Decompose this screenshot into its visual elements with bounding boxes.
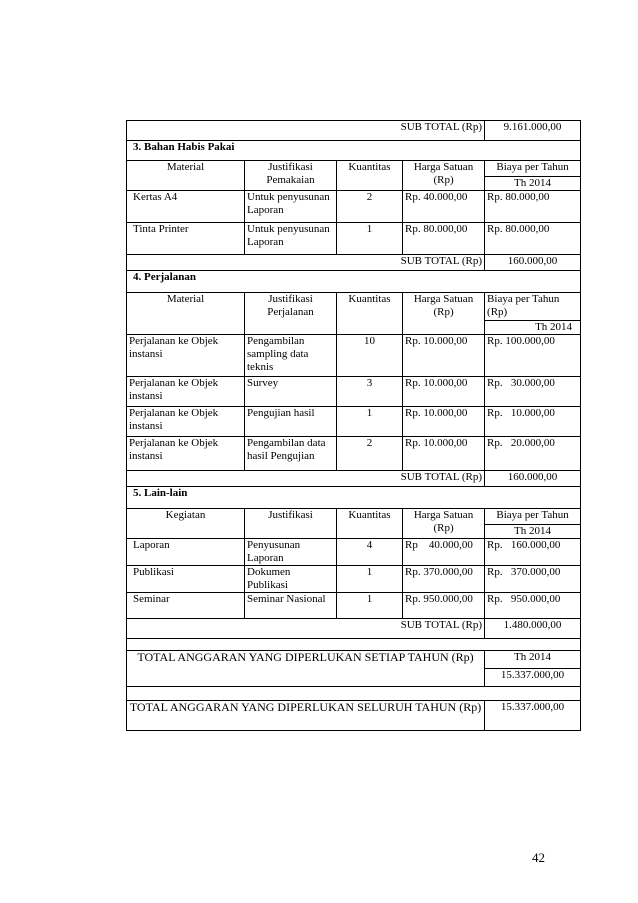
spacer-cell <box>127 639 581 651</box>
cell: 4 <box>337 539 403 566</box>
column-header: Justifikasi Perjalanan <box>245 293 337 335</box>
column-header: Kegiatan <box>127 509 245 539</box>
subtotal-label: SUB TOTAL (Rp) <box>127 619 485 639</box>
header-row <box>127 509 581 525</box>
column-header: Kuantitas <box>337 293 403 335</box>
budget-table <box>126 120 581 731</box>
cell: 1 <box>337 407 403 437</box>
cell: 1 <box>337 223 403 255</box>
column-header: Kuantitas <box>337 161 403 191</box>
cell: Seminar Nasional <box>245 593 337 619</box>
cell: Rp. 10.000,00 <box>485 407 581 437</box>
table-row <box>127 191 581 223</box>
subtotal-label: SUB TOTAL (Rp) <box>127 255 485 271</box>
cell: 2 <box>337 191 403 223</box>
cell: 10 <box>337 335 403 377</box>
cell: 1 <box>337 593 403 619</box>
subtotal-value: 9.161.000,00 <box>485 121 581 141</box>
table-row <box>127 566 581 593</box>
column-header: Biaya per Tahun (Rp) <box>485 293 581 321</box>
cell: 2 <box>337 437 403 471</box>
cell: Seminar <box>127 593 245 619</box>
cell: Rp. 10.000,00 <box>403 437 485 471</box>
cell: Rp. 80.000,00 <box>403 223 485 255</box>
year-header: Th 2014 <box>485 525 581 539</box>
cell: Rp. 100.000,00 <box>485 335 581 377</box>
cell: Rp. 10.000,00 <box>403 335 485 377</box>
subtotal-row <box>127 121 581 141</box>
cell: Rp. 80.000,00 <box>485 223 581 255</box>
subtotal-value: 160.000,00 <box>485 471 581 487</box>
cell: Rp. 30.000,00 <box>485 377 581 407</box>
subtotal-value: 1.480.000,00 <box>485 619 581 639</box>
cell: Rp. 80.000,00 <box>485 191 581 223</box>
cell: Rp. 370.000,00 <box>403 566 485 593</box>
cell: Rp. 160.000,00 <box>485 539 581 566</box>
cell: Perjalanan ke Objek instansi <box>127 407 245 437</box>
year-header: Th 2014 <box>485 177 581 191</box>
cell: Rp. 40.000,00 <box>403 191 485 223</box>
subtotal-row <box>127 619 581 639</box>
cell: Rp 40.000,00 <box>403 539 485 566</box>
total-year-header: Th 2014 <box>485 651 581 669</box>
cell: Untuk penyusunan Laporan <box>245 191 337 223</box>
section-title-row <box>127 487 581 509</box>
cell: Rp. 10.000,00 <box>403 407 485 437</box>
total-all-label: TOTAL ANGGARAN YANG DIPERLUKAN SELURUH TAHUN (Rp) <box>127 701 485 731</box>
column-header: Justifikasi Pemakaian <box>245 161 337 191</box>
section-title: 5. Lain-lain <box>127 487 581 509</box>
cell: Untuk penyusunan Laporan <box>245 223 337 255</box>
subtotal-label: SUB TOTAL (Rp) <box>127 471 485 487</box>
cell: Pengambilan data hasil Pengujian <box>245 437 337 471</box>
column-header: Harga Satuan (Rp) <box>403 509 485 539</box>
cell: Tinta Printer <box>127 223 245 255</box>
column-header: Harga Satuan (Rp) <box>403 161 485 191</box>
column-header: Justifikasi <box>245 509 337 539</box>
year-header: Th 2014 <box>485 321 581 335</box>
cell: Rp. 20.000,00 <box>485 437 581 471</box>
table-row <box>127 539 581 566</box>
column-header: Biaya per Tahun <box>485 509 581 525</box>
cell: Pengujian hasil <box>245 407 337 437</box>
cell: Rp. 950.000,00 <box>485 593 581 619</box>
total-all-row <box>127 701 581 731</box>
subtotal-row <box>127 471 581 487</box>
cell: Pengambilan sampling data teknis <box>245 335 337 377</box>
cell: Kertas A4 <box>127 191 245 223</box>
table-row <box>127 223 581 255</box>
table-row <box>127 437 581 471</box>
cell: 3 <box>337 377 403 407</box>
cell: Survey <box>245 377 337 407</box>
total-all-value: 15.337.000,00 <box>485 701 581 731</box>
header-row <box>127 293 581 321</box>
table-row <box>127 593 581 619</box>
subtotal-row <box>127 255 581 271</box>
cell: Publikasi <box>127 566 245 593</box>
cell: Penyusunan Laporan <box>245 539 337 566</box>
cell: Perjalanan ke Objek instansi <box>127 377 245 407</box>
cell: Rp. 370.000,00 <box>485 566 581 593</box>
subtotal-label: SUB TOTAL (Rp) <box>127 121 485 141</box>
cell: Rp. 10.000,00 <box>403 377 485 407</box>
total-year-value: 15.337.000,00 <box>485 669 581 687</box>
column-header: Biaya per Tahun <box>485 161 581 177</box>
section-title: 4. Perjalanan <box>127 271 581 293</box>
column-header: Kuantitas <box>337 509 403 539</box>
cell: Dokumen Publikasi <box>245 566 337 593</box>
header-row <box>127 161 581 177</box>
table-row <box>127 377 581 407</box>
cell: Perjalanan ke Objek instansi <box>127 437 245 471</box>
table-row <box>127 335 581 377</box>
table-row <box>127 407 581 437</box>
total-year-row <box>127 651 581 669</box>
total-year-label: TOTAL ANGGARAN YANG DIPERLUKAN SETIAP TAHUN (Rp) <box>127 651 485 687</box>
section-title-row <box>127 271 581 293</box>
section-title-row <box>127 141 581 161</box>
spacer-cell <box>127 687 581 701</box>
column-header: Material <box>127 161 245 191</box>
cell: Laporan <box>127 539 245 566</box>
cell: Rp. 950.000,00 <box>403 593 485 619</box>
cell: 1 <box>337 566 403 593</box>
section-title: 3. Bahan Habis Pakai <box>127 141 581 161</box>
spacer-row <box>127 687 581 701</box>
page-number: 42 <box>532 850 545 865</box>
subtotal-value: 160.000,00 <box>485 255 581 271</box>
cell: Perjalanan ke Objek instansi <box>127 335 245 377</box>
column-header: Material <box>127 293 245 335</box>
column-header: Harga Satuan (Rp) <box>403 293 485 335</box>
spacer-row <box>127 639 581 651</box>
